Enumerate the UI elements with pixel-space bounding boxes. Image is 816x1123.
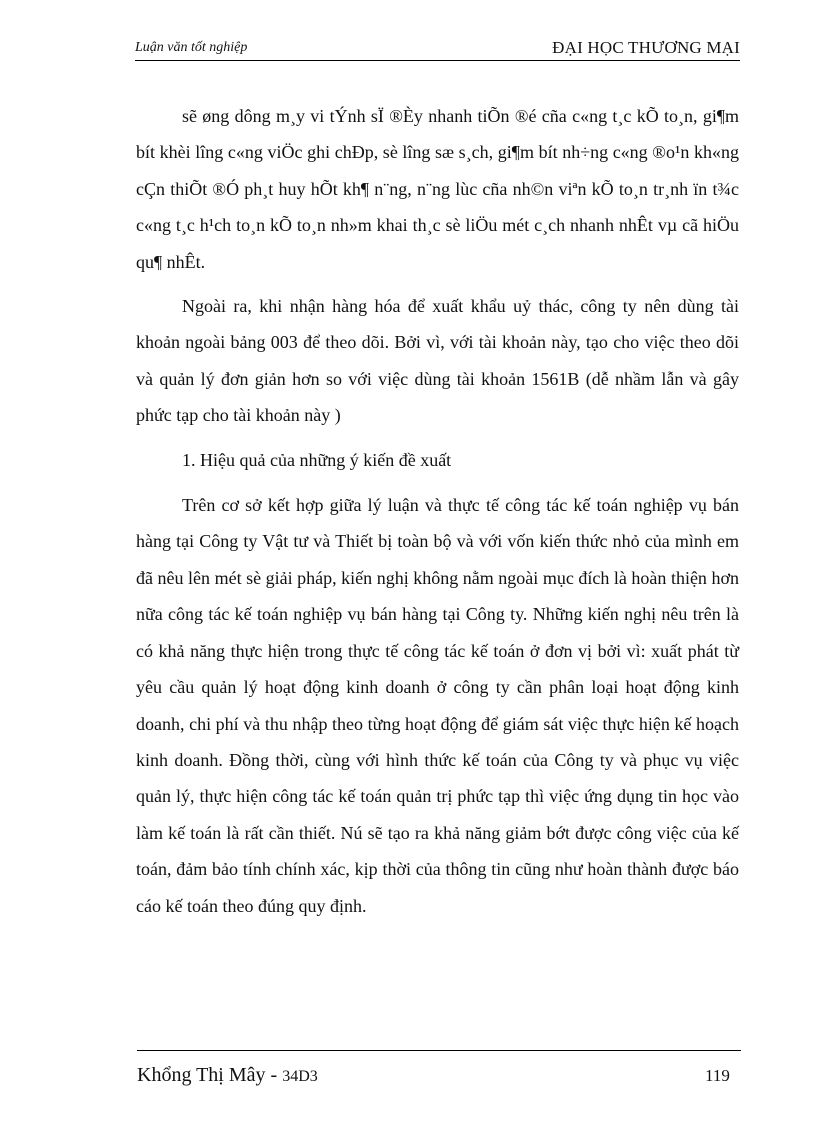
footer-class-code: 34D3 xyxy=(282,1068,318,1085)
section-heading: 1. Hiệu quả của những ý kiến đề xuất xyxy=(182,449,452,470)
paragraph-software-benefits: sẽ øng dông m¸y vi tÝnh sÏ ®Èy nhanh tiÕn ®é cña c«ng t¸c kÕ to¸n, gi¶m bít khèi lîng c«ng viÖc ghi chÐp, sè lîng sæ s¸ch, gi¶m bít nh÷ng c«ng ®o¹n kh«ng cÇn thiÕt ®Ó ph¸t huy hÕt kh¶ n¨ng, n¨ng lùc cña nh©n viªn kÕ to¸n tr¸nh ïn t¾c c«ng t¸c h¹ch to¸n kÕ to¸n nh»m khai th¸c sè liÖu mét c¸ch nhanh nhÊt vµ cã hiÖu qu¶ nhÊt. xyxy=(136,106,739,272)
paragraph-effectiveness: Trên cơ sở kết hợp giữa lý luận và thực tế công tác kế toán nghiệp vụ bán hàng tại Công ty Vật tư và Thiết bị toàn bộ và với vốn kiến thức nhỏ của mình em đã nêu lên mét sè giải pháp, kiến nghị không nằm ngoài mục đích là hoàn thiện hơn nữa công tác kế toán nghiệp vụ bán hàng tại Công ty. Những kiến nghị nêu trên là có khả năng thực hiện trong thực tế công tác kế toán ở đơn vị bởi vì: xuất phát từ yêu cầu quản lý hoạt động kinh doanh ở công ty cần phân loại hoạt động kinh doanh, chi phí và thu nhập theo từng hoạt động để giám sát việc thực hiện kế hoạch kinh doanh. Đồng thời, cùng với hình thức kế toán của Công ty và phục vụ việc quản lý, thực hiện công tác kế toán quản trị phức tạp thì việc ứng dụng tin học vào làm kế toán là rất cần thiết. Nú sẽ tạo ra khả năng giảm bớt được công việc của kế toán, đảm bảo tính chính xác, kịp thời của thông tin cũng như hoàn thành được báo cáo kế toán theo đúng quy định. xyxy=(136,495,739,916)
paragraph-account-003: Ngoài ra, khi nhận hàng hóa để xuất khẩu uỷ thác, công ty nên dùng tài khoản ngoài bảng 003 để theo dõi. Bởi vì, với tài khoản này, tạo cho việc theo dõi và quản lý đơn giản hơn so với việc dùng tài khoản 1561B (dễ nhầm lẫn và gây phức tạp cho tài khoản này ) xyxy=(136,296,739,426)
page-header xyxy=(135,36,740,61)
footer-divider xyxy=(137,1050,741,1051)
header-university-name: ĐẠI HỌC THƯƠNG MẠI xyxy=(552,38,740,57)
header-thesis-label: Luận văn tốt nghiệp xyxy=(135,40,248,55)
document-body xyxy=(136,98,739,932)
page-number: 119 xyxy=(705,1066,730,1085)
footer-author-name: Khổng Thị Mây - xyxy=(137,1064,283,1086)
footer-author xyxy=(137,1064,318,1087)
